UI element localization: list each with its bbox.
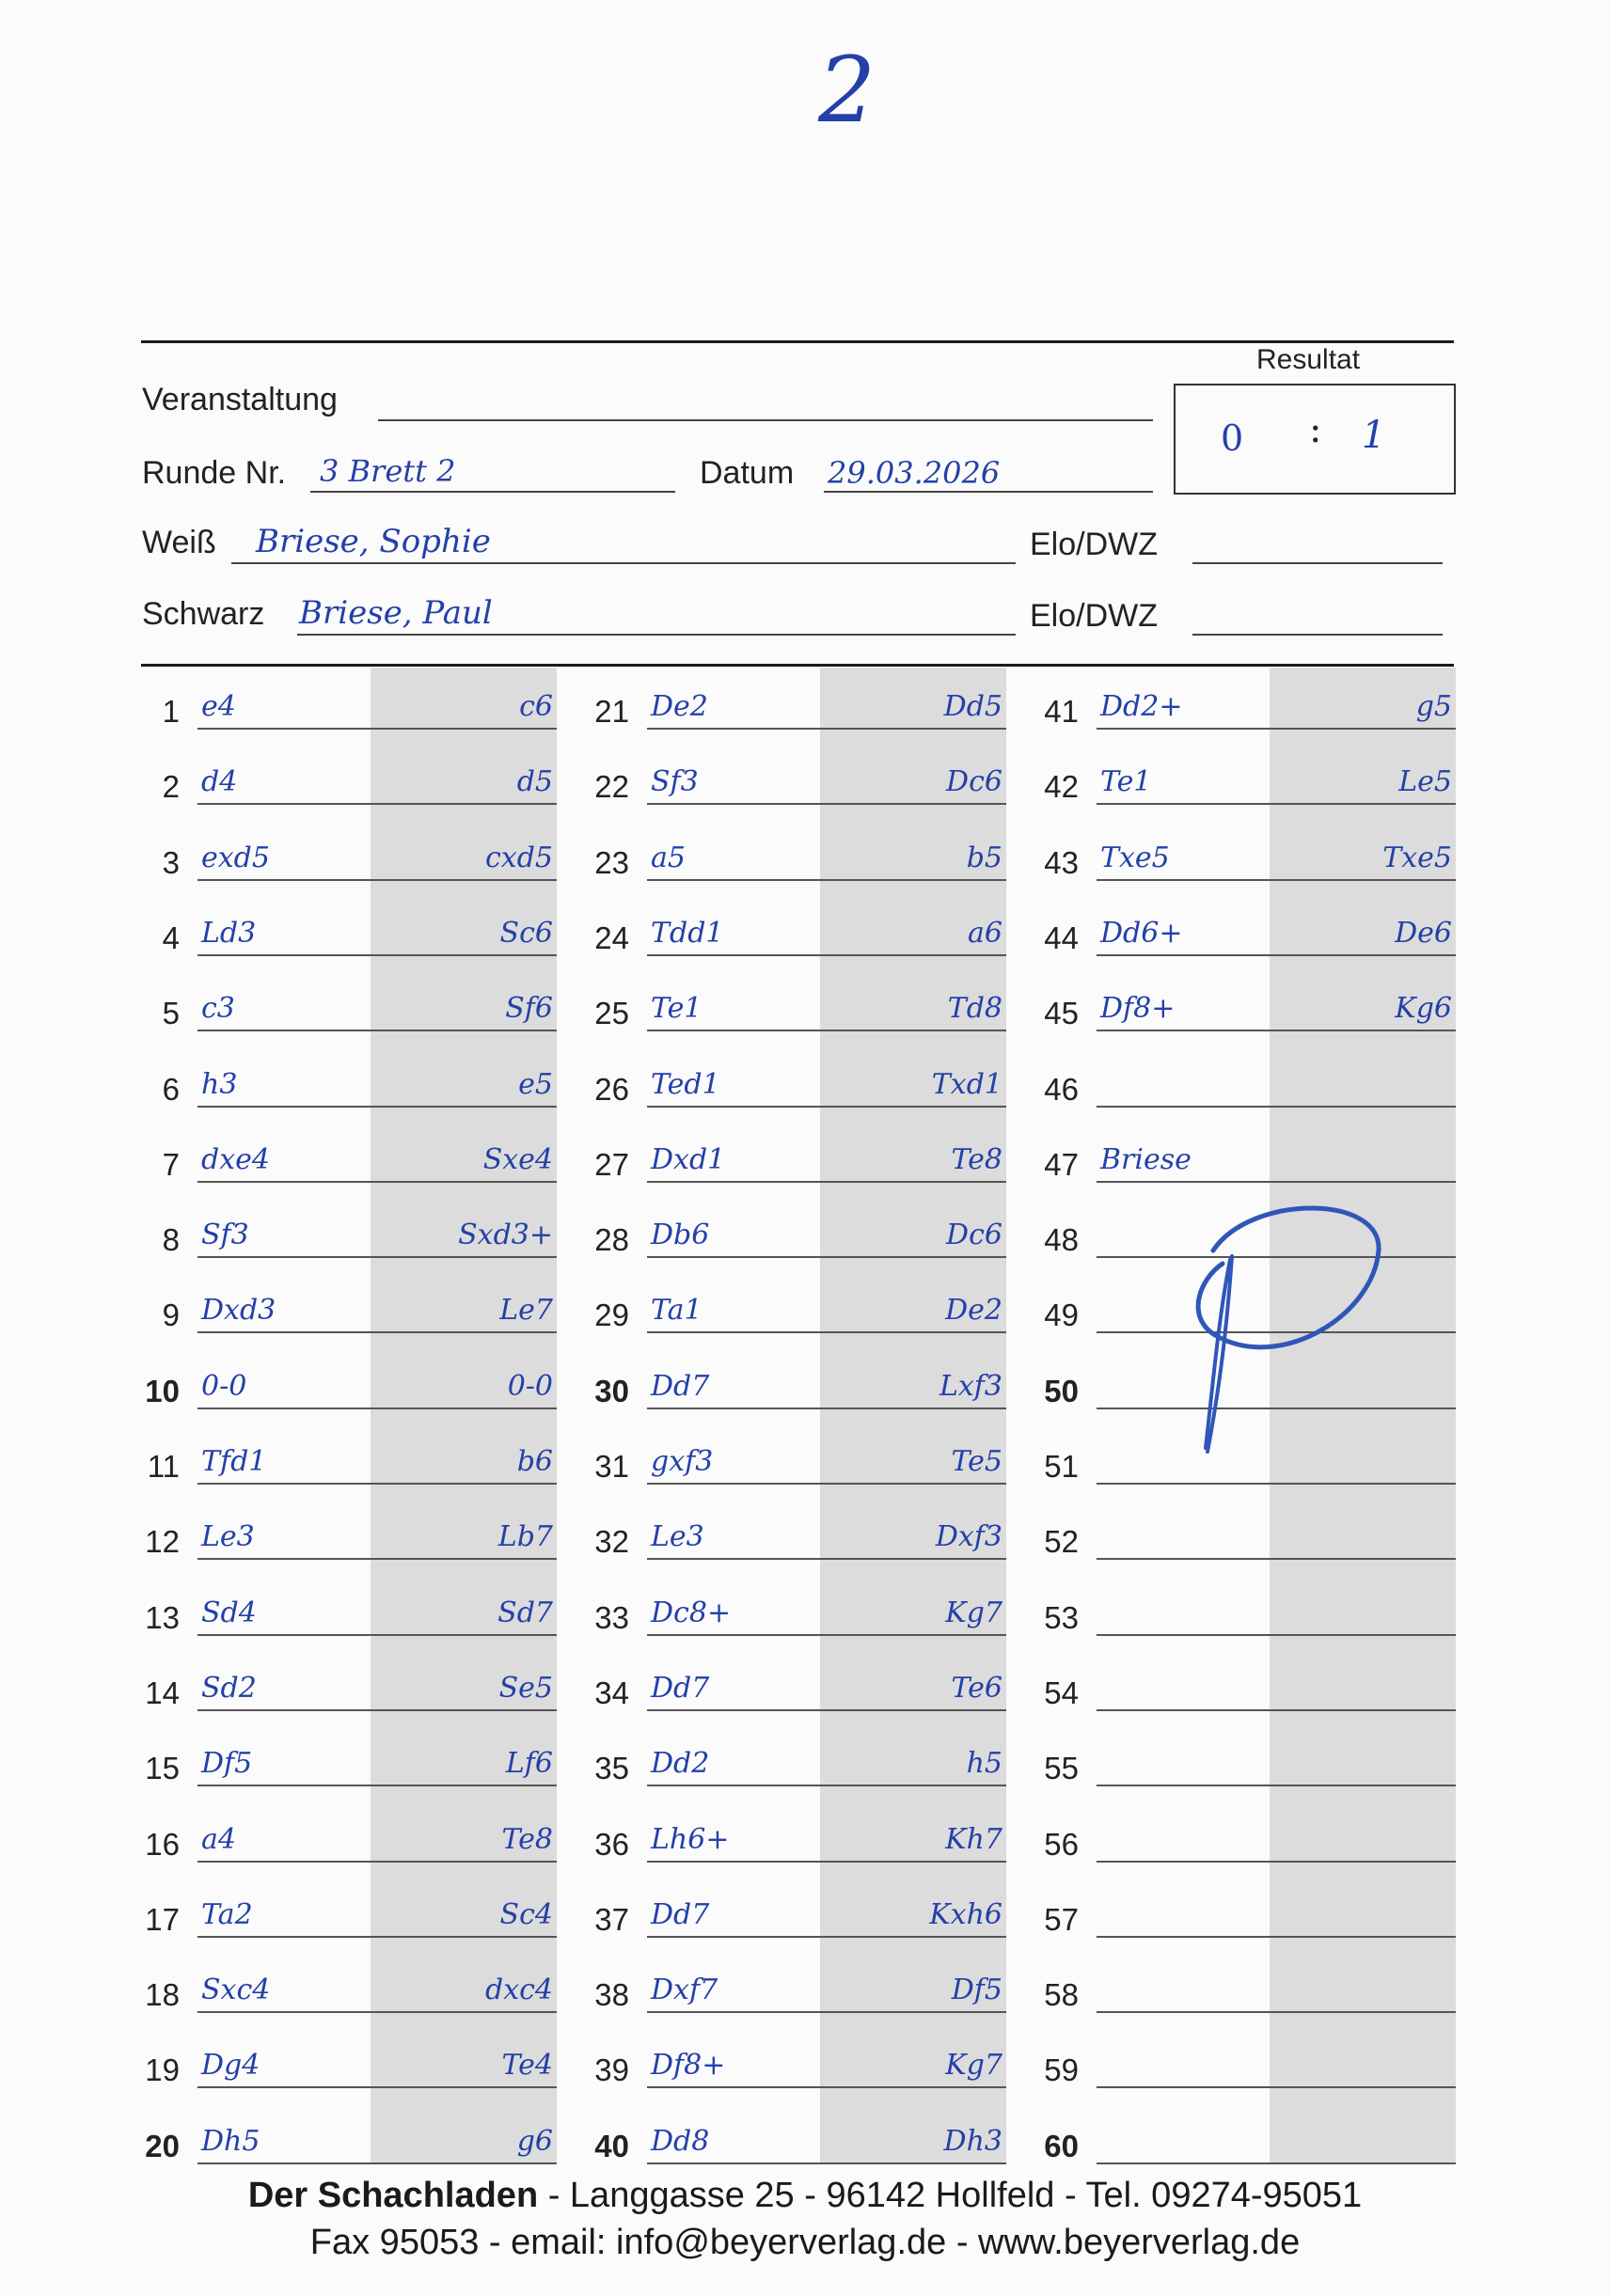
move-line xyxy=(1097,1106,1456,1108)
black-move: Dd5 xyxy=(943,690,1002,723)
white-move: Db6 xyxy=(651,1219,710,1252)
move-number: 8 xyxy=(162,1222,180,1258)
move-line xyxy=(1097,1709,1456,1711)
result-white: 0 xyxy=(1221,417,1244,459)
black-move: Lf6 xyxy=(505,1747,553,1781)
black-move: b5 xyxy=(966,841,1002,874)
move-line xyxy=(647,1558,1006,1560)
move-line xyxy=(197,1407,557,1409)
move-number: 37 xyxy=(594,1901,629,1937)
white-move: Dd6+ xyxy=(1100,916,1183,950)
white-move: Sd4 xyxy=(201,1596,257,1629)
move-number: 19 xyxy=(145,2052,180,2088)
move-line xyxy=(197,1106,557,1108)
white-move: Sf3 xyxy=(651,765,699,799)
move-line xyxy=(647,803,1006,805)
result-box xyxy=(1174,384,1456,495)
move-number: 48 xyxy=(1044,1222,1079,1258)
white-move: Dd8 xyxy=(651,2124,710,2158)
move-number: 59 xyxy=(1044,2052,1079,2088)
black-elo-label: Elo/DWZ xyxy=(1030,598,1158,634)
white-move: Ted1 xyxy=(651,1067,720,1101)
move-number: 7 xyxy=(162,1146,180,1182)
white-elo-label: Elo/DWZ xyxy=(1030,527,1158,562)
move-line xyxy=(647,2011,1006,2013)
black-move: Sc4 xyxy=(499,1897,553,1931)
move-line xyxy=(647,1709,1006,1711)
black-move: Dc6 xyxy=(946,1219,1002,1252)
white-move: Briese xyxy=(1100,1142,1192,1176)
move-line xyxy=(197,728,557,730)
move-number: 32 xyxy=(594,1524,629,1560)
date-value: 29.03.2026 xyxy=(828,455,1001,491)
move-line xyxy=(1097,1483,1456,1485)
black-move: a6 xyxy=(968,916,1002,950)
black-move: Te5 xyxy=(951,1445,1002,1478)
white-move: Te1 xyxy=(651,992,702,1026)
move-line xyxy=(647,954,1006,956)
move-line xyxy=(647,1407,1006,1409)
move-line xyxy=(647,1256,1006,1258)
white-move: Sd2 xyxy=(201,1671,257,1705)
black-column-shade-1 xyxy=(371,668,557,2164)
move-number: 52 xyxy=(1044,1524,1079,1560)
move-line xyxy=(197,2011,557,2013)
move-number: 55 xyxy=(1044,1751,1079,1786)
move-line xyxy=(647,1106,1006,1108)
move-number: 10 xyxy=(145,1373,180,1408)
black-move: g6 xyxy=(516,2124,553,2158)
move-number: 11 xyxy=(147,1449,180,1484)
move-line xyxy=(1097,954,1456,956)
black-move: Le5 xyxy=(1398,765,1452,799)
move-line xyxy=(197,1634,557,1636)
move-number: 60 xyxy=(1044,2128,1079,2163)
white-move: Ld3 xyxy=(201,916,257,950)
move-line xyxy=(1097,728,1456,730)
move-number: 13 xyxy=(145,1599,180,1635)
move-number: 9 xyxy=(162,1297,180,1333)
move-line xyxy=(1097,1634,1456,1636)
black-column-shade-3 xyxy=(1270,668,1456,2164)
move-number: 30 xyxy=(594,1373,629,1408)
white-move: exd5 xyxy=(201,841,270,874)
black-move: Te4 xyxy=(501,2049,553,2083)
black-elo-line xyxy=(1192,634,1443,636)
black-move: Te8 xyxy=(501,1822,553,1856)
black-move: Sxe4 xyxy=(482,1142,553,1176)
move-line xyxy=(197,2162,557,2164)
black-move: Te8 xyxy=(951,1142,1002,1176)
move-number: 25 xyxy=(594,996,629,1031)
black-move: 0-0 xyxy=(507,1369,553,1403)
event-line xyxy=(378,419,1153,421)
move-number: 33 xyxy=(594,1599,629,1635)
move-number: 24 xyxy=(594,920,629,955)
move-line xyxy=(647,1785,1006,1786)
footer-contact-line: Fax 95053 - email: info@beyerverlag.de - www.beyerverlag.de xyxy=(309,2223,1301,2262)
moves-top-rule xyxy=(141,664,1454,667)
white-move: Df8+ xyxy=(1100,992,1176,1026)
move-number: 28 xyxy=(594,1222,629,1258)
white-move: Dxd3 xyxy=(201,1294,276,1328)
black-move: c6 xyxy=(519,690,553,723)
move-line xyxy=(1097,803,1456,805)
move-line xyxy=(197,1256,557,1258)
white-move: Lh6+ xyxy=(651,1822,730,1856)
footer-shop-line xyxy=(0,2176,1610,2216)
move-number: 31 xyxy=(594,1449,629,1484)
white-move: Dd7 xyxy=(651,1671,710,1705)
black-move: De6 xyxy=(1395,916,1452,950)
event-label: Veranstaltung xyxy=(142,382,338,417)
move-line xyxy=(1097,1331,1456,1333)
black-move: Kg7 xyxy=(945,1596,1002,1629)
move-line xyxy=(197,1181,557,1183)
move-number: 40 xyxy=(594,2128,629,2163)
move-line xyxy=(647,1936,1006,1938)
round-label: Runde Nr. xyxy=(142,455,287,491)
move-line xyxy=(1097,1861,1456,1863)
white-move: Dd7 xyxy=(651,1897,710,1931)
move-number: 15 xyxy=(145,1751,180,1786)
date-line xyxy=(824,491,1153,493)
black-move: Te6 xyxy=(951,1671,1002,1705)
move-number: 34 xyxy=(594,1675,629,1710)
move-number: 53 xyxy=(1044,1599,1079,1635)
white-move: dxe4 xyxy=(201,1142,270,1176)
move-line xyxy=(197,803,557,805)
white-move: Sxc4 xyxy=(201,1974,271,2007)
move-line xyxy=(1097,1785,1456,1786)
round-value: 3 Brett 2 xyxy=(320,453,456,489)
black-move: Dc6 xyxy=(946,765,1002,799)
black-move: Kg7 xyxy=(945,2049,1002,2083)
move-number: 44 xyxy=(1044,920,1079,955)
move-number: 42 xyxy=(1044,769,1079,805)
move-line xyxy=(197,1936,557,1938)
move-line xyxy=(1097,1558,1456,1560)
black-move: e5 xyxy=(518,1067,553,1101)
white-move: Dd2 xyxy=(651,1747,710,1781)
move-number: 51 xyxy=(1044,1449,1079,1484)
black-move: Se5 xyxy=(498,1671,553,1705)
move-number: 54 xyxy=(1044,1675,1079,1710)
move-number: 38 xyxy=(594,1977,629,2013)
black-move: Lxf3 xyxy=(939,1369,1002,1403)
round-line xyxy=(310,491,675,493)
white-move: Te1 xyxy=(1100,765,1152,799)
white-move: 0-0 xyxy=(201,1369,247,1403)
black-move: h5 xyxy=(966,1747,1002,1781)
black-move: Sxd3+ xyxy=(458,1219,553,1252)
black-line xyxy=(297,634,1016,636)
page-number-mark: 2 xyxy=(818,38,876,143)
white-line xyxy=(231,562,1016,564)
white-move: Df5 xyxy=(201,1747,253,1781)
black-move: g5 xyxy=(1415,690,1452,723)
white-move: Txe5 xyxy=(1100,841,1170,874)
move-number: 43 xyxy=(1044,844,1079,880)
black-column-shade-2 xyxy=(820,668,1006,2164)
move-number: 29 xyxy=(594,1297,629,1333)
move-number: 41 xyxy=(1044,694,1079,729)
move-number: 2 xyxy=(162,769,180,805)
move-number: 14 xyxy=(145,1675,180,1710)
move-line xyxy=(647,1634,1006,1636)
move-number: 58 xyxy=(1044,1977,1079,2013)
black-move: Txe5 xyxy=(1382,841,1452,874)
move-line xyxy=(647,879,1006,881)
move-line xyxy=(1097,879,1456,881)
black-move: dxc4 xyxy=(484,1974,553,2007)
white-move: h3 xyxy=(201,1067,238,1101)
move-line xyxy=(1097,1256,1456,1258)
move-number: 35 xyxy=(594,1751,629,1786)
black-move: cxd5 xyxy=(484,841,553,874)
white-player-name: Briese, Sophie xyxy=(256,523,491,560)
black-move: Kg6 xyxy=(1395,992,1452,1026)
black-move: Txd1 xyxy=(931,1067,1002,1101)
white-elo-line xyxy=(1192,562,1443,564)
move-line xyxy=(647,728,1006,730)
move-line xyxy=(647,1030,1006,1031)
white-move: Dd7 xyxy=(651,1369,710,1403)
result-label: Resultat xyxy=(1256,344,1361,375)
move-line xyxy=(197,1558,557,1560)
move-number: 39 xyxy=(594,2052,629,2088)
white-move: Tfd1 xyxy=(201,1445,267,1478)
result-separator: : xyxy=(1309,408,1322,451)
move-number: 46 xyxy=(1044,1071,1079,1107)
move-number: 22 xyxy=(594,769,629,805)
white-move: d4 xyxy=(201,765,238,799)
move-number: 4 xyxy=(162,920,180,955)
black-move: Sd7 xyxy=(497,1596,553,1629)
move-line xyxy=(197,879,557,881)
move-line xyxy=(197,1331,557,1333)
move-number: 49 xyxy=(1044,1297,1079,1333)
white-move: Dg4 xyxy=(201,2049,260,2083)
move-line xyxy=(197,954,557,956)
move-line xyxy=(647,1181,1006,1183)
black-move: Sf6 xyxy=(505,992,553,1026)
black-move: Td8 xyxy=(947,992,1002,1026)
black-move: d5 xyxy=(516,765,553,799)
white-move: a4 xyxy=(201,1822,236,1856)
black-move: Kh7 xyxy=(945,1822,1002,1856)
white-move: Sf3 xyxy=(201,1219,249,1252)
move-line xyxy=(647,1483,1006,1485)
black-label: Schwarz xyxy=(142,596,265,632)
move-number: 18 xyxy=(145,1977,180,2013)
move-line xyxy=(197,1709,557,1711)
move-number: 47 xyxy=(1044,1146,1079,1182)
black-move: b6 xyxy=(516,1445,553,1478)
move-number: 27 xyxy=(594,1146,629,1182)
white-move: Ta1 xyxy=(651,1294,702,1328)
move-number: 57 xyxy=(1044,1901,1079,1937)
result-black: 1 xyxy=(1362,414,1386,457)
move-number: 12 xyxy=(145,1524,180,1560)
move-number: 6 xyxy=(162,1071,180,1107)
move-line xyxy=(647,2086,1006,2088)
black-move: Dxf3 xyxy=(935,1520,1002,1554)
footer-address: - Langgasse 25 - 96142 Hollfeld - Tel. 09274-95051 xyxy=(538,2176,1363,2215)
move-number: 16 xyxy=(145,1826,180,1862)
move-line xyxy=(197,1030,557,1031)
move-line xyxy=(1097,2011,1456,2013)
white-move: gxf3 xyxy=(651,1445,714,1478)
move-line xyxy=(197,1861,557,1863)
move-number: 36 xyxy=(594,1826,629,1862)
move-number: 5 xyxy=(162,996,180,1031)
white-move: Ta2 xyxy=(201,1897,253,1931)
move-number: 21 xyxy=(594,694,629,729)
footer-shop-name: Der Schachladen xyxy=(247,2176,539,2215)
black-move: Le7 xyxy=(499,1294,553,1328)
move-line xyxy=(197,2086,557,2088)
black-player-name: Briese, Paul xyxy=(299,594,493,632)
move-line xyxy=(647,2162,1006,2164)
move-number: 50 xyxy=(1044,1373,1079,1408)
move-line xyxy=(647,1861,1006,1863)
move-number: 3 xyxy=(162,844,180,880)
move-line xyxy=(1097,1030,1456,1031)
white-move: Dxd1 xyxy=(651,1142,726,1176)
black-move: Dh3 xyxy=(943,2124,1002,2158)
white-move: Tdd1 xyxy=(651,916,724,950)
black-move: Df5 xyxy=(951,1974,1002,2007)
move-number: 26 xyxy=(594,1071,629,1107)
move-line xyxy=(197,1785,557,1786)
black-move: Lb7 xyxy=(497,1520,553,1554)
move-line xyxy=(1097,2162,1456,2164)
white-label: Weiß xyxy=(142,525,216,560)
black-move: Kxh6 xyxy=(929,1897,1002,1931)
move-line xyxy=(1097,2086,1456,2088)
white-move: Le3 xyxy=(651,1520,704,1554)
white-move: Dd2+ xyxy=(1100,690,1183,723)
white-move: De2 xyxy=(651,690,708,723)
move-number: 20 xyxy=(145,2128,180,2163)
move-line xyxy=(1097,1936,1456,1938)
white-move: Dc8+ xyxy=(651,1596,732,1629)
white-move: a5 xyxy=(651,841,686,874)
move-line xyxy=(197,1483,557,1485)
date-label: Datum xyxy=(700,455,795,491)
move-number: 17 xyxy=(145,1901,180,1937)
white-move: Dxf7 xyxy=(651,1974,718,2007)
move-line xyxy=(1097,1181,1456,1183)
black-move: Sc6 xyxy=(499,916,553,950)
white-move: Df8+ xyxy=(651,2049,726,2083)
move-number: 45 xyxy=(1044,996,1079,1031)
white-move: c3 xyxy=(201,992,235,1026)
move-number: 56 xyxy=(1044,1826,1079,1862)
white-move: Le3 xyxy=(201,1520,255,1554)
move-number: 1 xyxy=(162,694,180,729)
black-move: De2 xyxy=(945,1294,1002,1328)
move-line xyxy=(1097,1407,1456,1409)
move-number: 23 xyxy=(594,844,629,880)
white-move: Dh5 xyxy=(201,2124,260,2158)
move-line xyxy=(647,1331,1006,1333)
header-top-rule xyxy=(141,340,1454,343)
white-move: e4 xyxy=(201,690,236,723)
